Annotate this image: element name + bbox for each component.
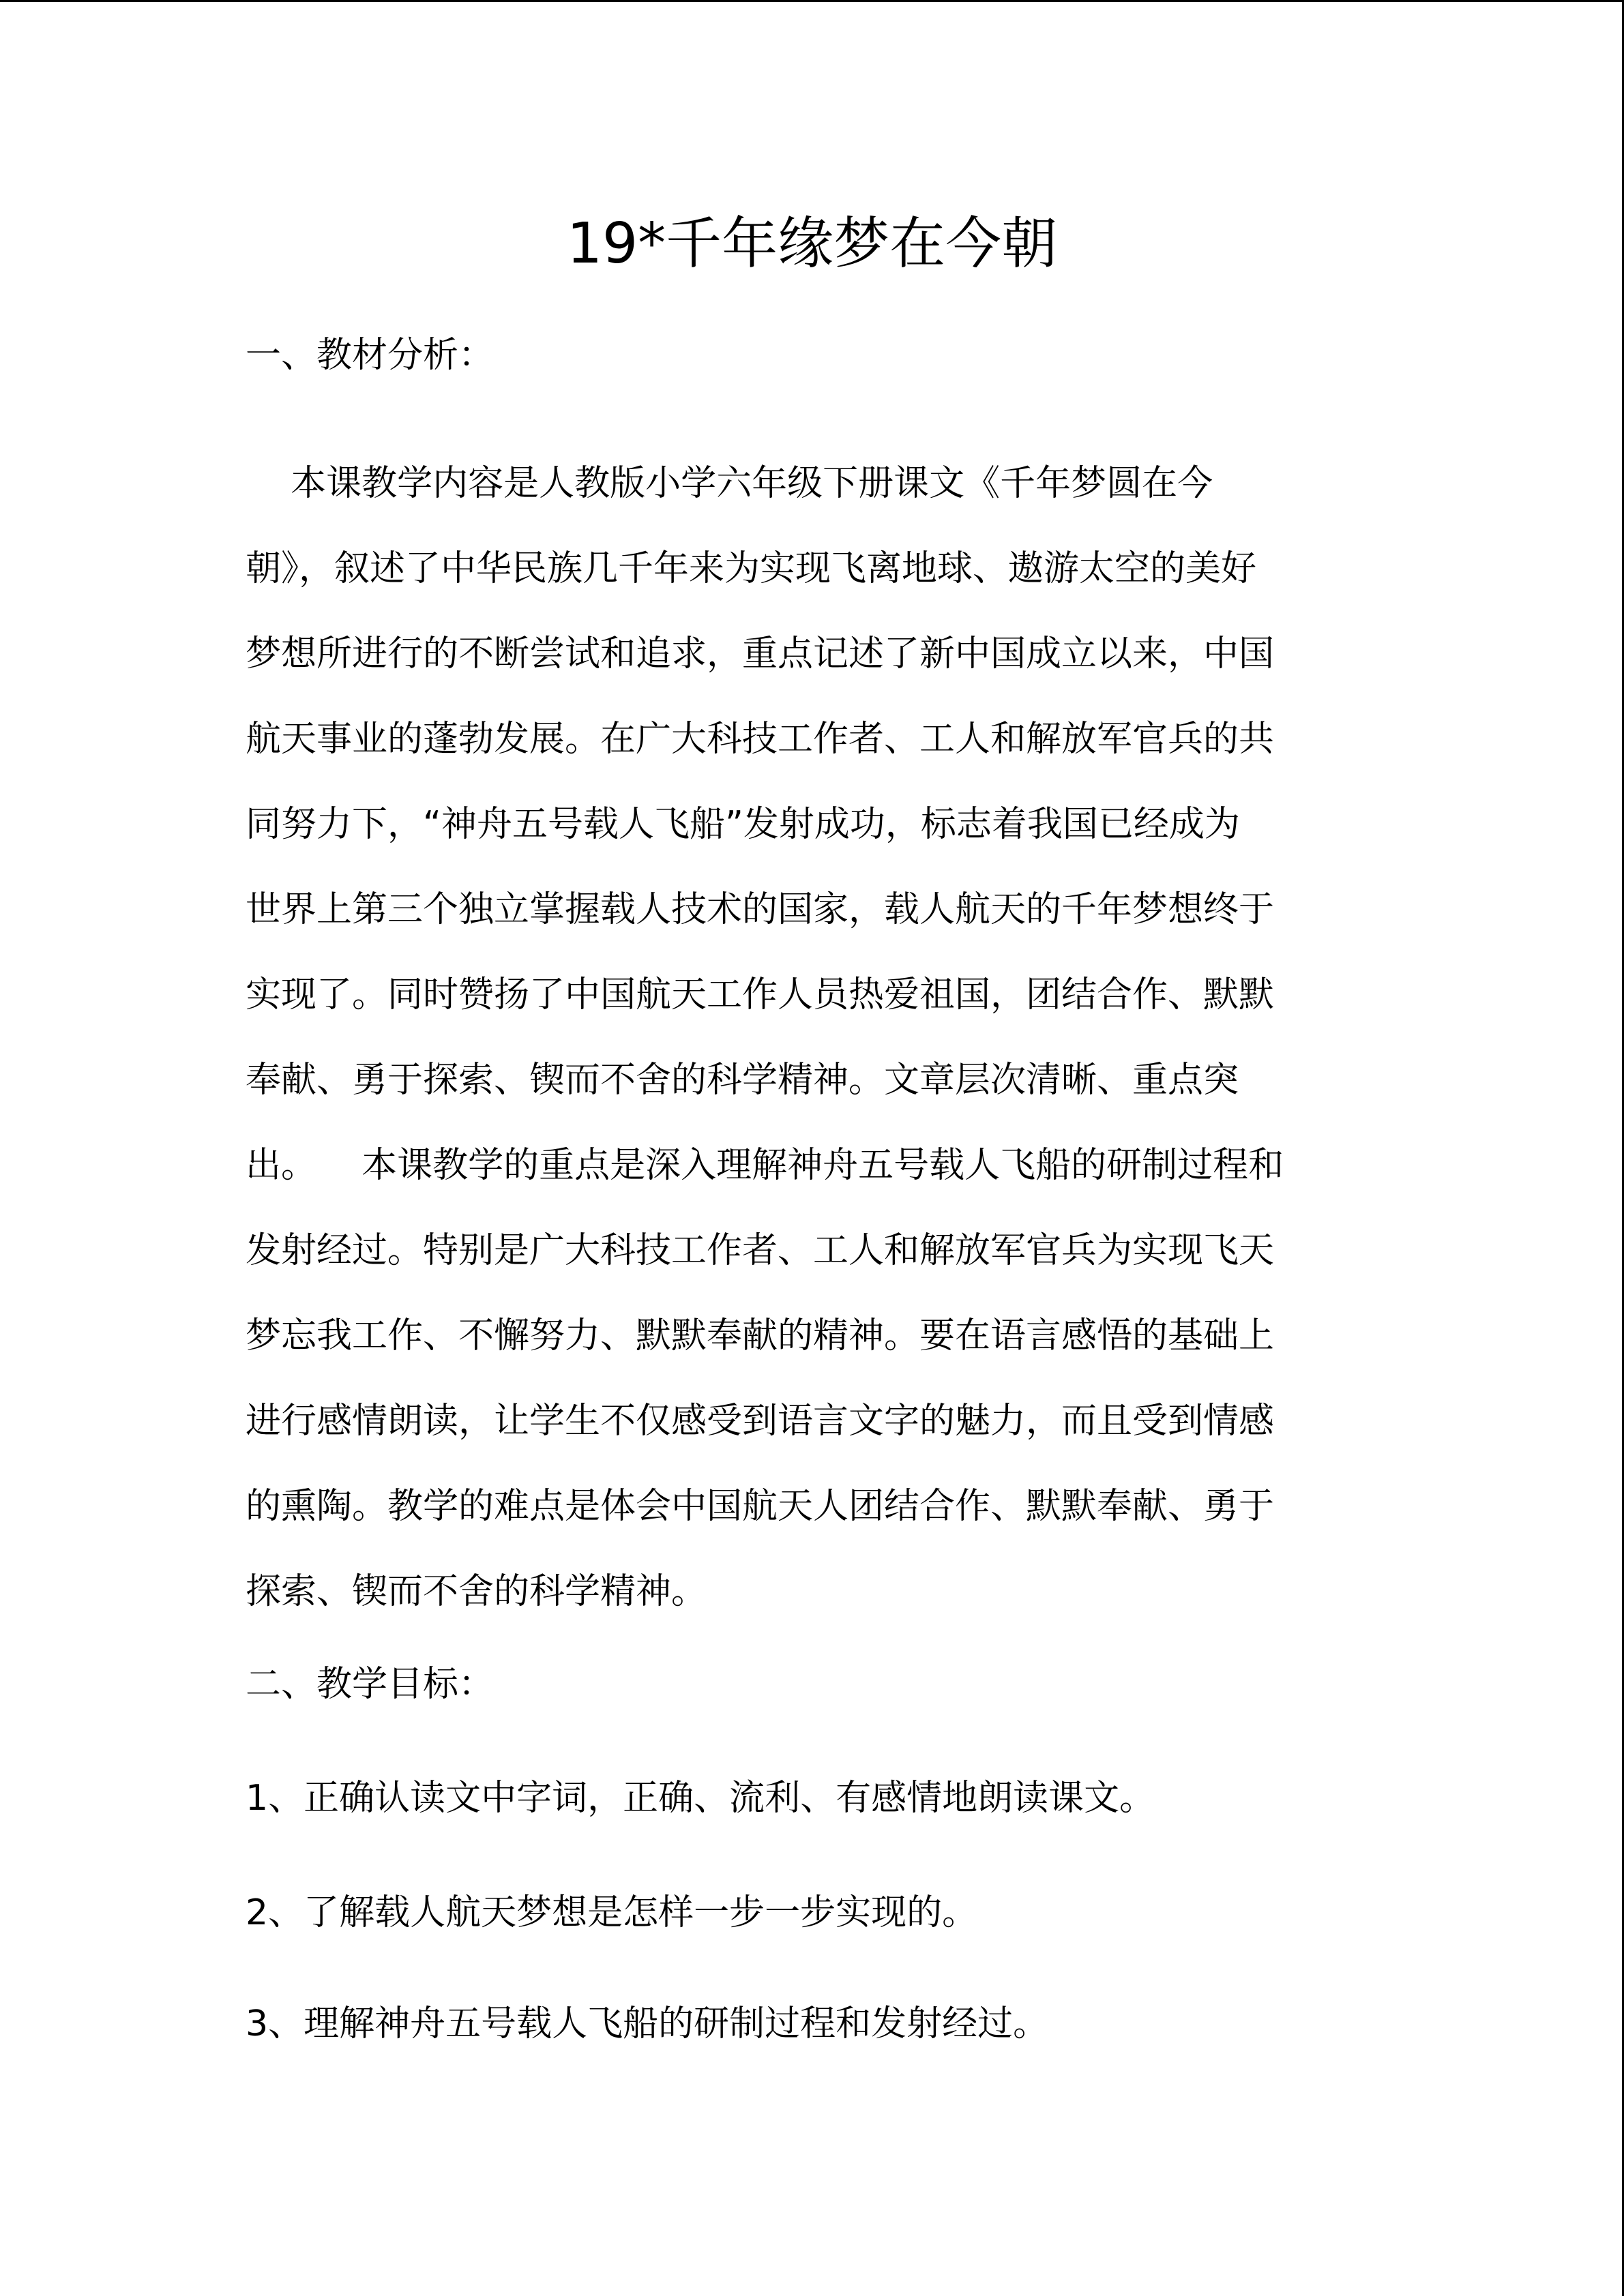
document-title: 19*千年缘梦在今朝 xyxy=(566,211,1058,276)
paragraph-line: 梦忘我工作、不懈努力、默默奉献的精神。要在语言感悟的基础上 xyxy=(246,1315,1275,1356)
goal-item-2: 2、了解载人航天梦想是怎样一步一步实现的。 xyxy=(246,1892,978,1933)
paragraph-line: 本课教学内容是人教版小学六年级下册课文《千年梦圆在今 xyxy=(246,463,1213,504)
paragraph-line: 奉献、勇于探索、锲而不舍的科学精神。文章层次清晰、重点突 xyxy=(246,1060,1239,1101)
paragraph-line: 世界上第三个独立掌握载人技术的国家，载人航天的千年梦想终于 xyxy=(246,889,1275,930)
paragraph-line: 发射经过。特别是广大科技工作者、工人和解放军官兵为实现飞天 xyxy=(246,1230,1275,1271)
paragraph-line: 探索、锲而不舍的科学精神。 xyxy=(246,1571,707,1612)
section-heading-teaching-goals: 二、教学目标： xyxy=(246,1664,494,1705)
goal-item-3: 3、理解神舟五号载人飞船的研制过程和发射经过。 xyxy=(246,2003,1049,2044)
paragraph-line: 朝》，叙述了中华民族几千年来为实现飞离地球、遨游太空的美好 xyxy=(246,548,1257,589)
section-heading-textbook-analysis: 一、教材分析： xyxy=(246,335,494,376)
paragraph-line: 出。 本课教学的重点是深入理解神舟五号载人飞船的研制过程和 xyxy=(246,1145,1284,1186)
paragraph-line: 航天事业的蓬勃发展。在广大科技工作者、工人和解放军官兵的共 xyxy=(246,719,1275,760)
goal-item-1: 1、正确认读文中字词，正确、流利、有感情地朗读课文。 xyxy=(246,1778,1155,1819)
paragraph-line: 同努力下，“神舟五号载人飞船”发射成功，标志着我国已经成为 xyxy=(246,804,1240,845)
paragraph-line: 实现了。同时赞扬了中国航天工作人员热爱祖国，团结合作、默默 xyxy=(246,974,1275,1015)
paragraph-line: 梦想所进行的不断尝试和追求，重点记述了新中国成立以来，中国 xyxy=(246,633,1275,674)
paragraph-line: 进行感情朗读，让学生不仅感受到语言文字的魅力，而且受到情感 xyxy=(246,1401,1275,1442)
paragraph-line: 的熏陶。教学的难点是体会中国航天人团结合作、默默奉献、勇于 xyxy=(246,1486,1275,1527)
analysis-paragraph xyxy=(246,441,1378,1635)
